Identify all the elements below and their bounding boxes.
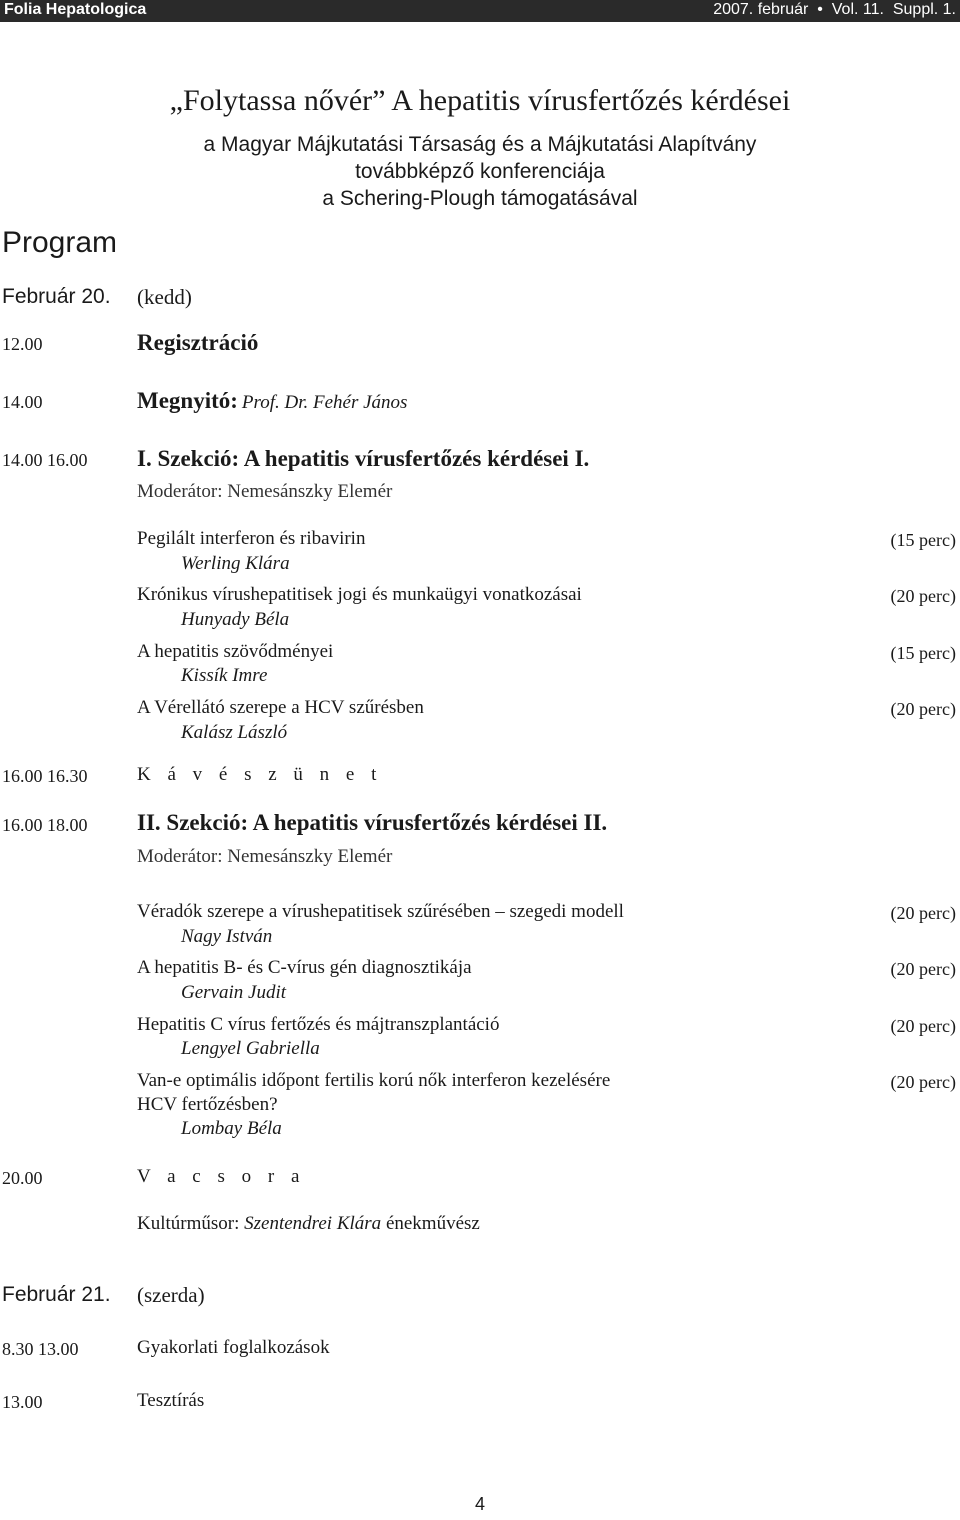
performer-name: Szentendrei Klára	[244, 1213, 382, 1234]
talk-title-continued: HCV fertőzésben?	[137, 1094, 278, 1115]
conference-subtitle-2: továbbképző konferenciája	[355, 160, 605, 183]
talk-title: A Vérellátó szerepe a HCV szűrésben	[137, 697, 424, 718]
issue-info: 2007. február • Vol. 11. Suppl. 1.	[713, 1, 956, 18]
cultural-program	[137, 1213, 480, 1235]
talk-speaker: Gervain Judit	[181, 982, 287, 1003]
opening-line	[137, 388, 407, 414]
talk-duration: (20 perc)	[890, 903, 956, 923]
performer-role: énekművész	[385, 1213, 480, 1234]
practical-sessions: Gyakorlati foglalkozások	[137, 1337, 330, 1358]
opening-time: 14.00	[2, 392, 43, 412]
session2-moderator: Moderátor: Nemesánszky Elemér	[137, 846, 393, 867]
session1-time: 14.00 16.00	[2, 450, 88, 470]
conference-title: „Folytassa nővér” A hepatitis vírusfertőzés kérdései	[169, 84, 791, 117]
talk-duration: (20 perc)	[890, 1016, 956, 1036]
day2-weekday: (szerda)	[137, 1283, 205, 1307]
test-time: 13.00	[2, 1392, 43, 1412]
talk-title: A hepatitis szövődményei	[137, 641, 334, 662]
journal-header-bar	[0, 0, 960, 22]
day1-date: Február 20.	[2, 285, 111, 308]
coffee-break: K á v é s z ü n e t	[137, 764, 383, 785]
journal-name: Folia Hepatologica	[4, 1, 147, 18]
talk-duration: (15 perc)	[890, 530, 956, 550]
talk-speaker: Lombay Béla	[181, 1118, 282, 1139]
talk-duration: (20 perc)	[890, 959, 956, 979]
day1-weekday: (kedd)	[137, 285, 192, 309]
session1-title: I. Szekció: A hepatitis vírusfertőzés kérdései I.	[137, 446, 590, 471]
talk-speaker: Kalász László	[181, 722, 288, 743]
talk-title: Van-e optimális időpont fertilis korú nők interferon kezelésére	[137, 1070, 611, 1091]
talk-title: Krónikus vírushepatitisek jogi és munkaügyi vonatkozásai	[137, 584, 582, 605]
registration-title: Regisztráció	[137, 330, 259, 355]
talk-title: Hepatitis C vírus fertőzés és májtranszplantáció	[137, 1014, 500, 1035]
dinner: V a c s o r a	[137, 1166, 306, 1187]
talk-title: Pegilált interferon és ribavirin	[137, 528, 366, 549]
session2-time: 16.00 18.00	[2, 815, 88, 835]
dinner-time: 20.00	[2, 1168, 43, 1188]
practical-time: 8.30 13.00	[2, 1339, 79, 1359]
conference-subtitle-1: a Magyar Májkutatási Társaság és a Májkutatási Alapítvány	[203, 133, 757, 156]
test-writing: Tesztírás	[137, 1390, 205, 1411]
talk-title: Véradók szerepe a vírushepatitisek szűrésében – szegedi modell	[137, 901, 624, 922]
talk-speaker: Nagy István	[181, 926, 273, 947]
page-number: 4	[474, 1494, 485, 1514]
talk-duration: (15 perc)	[890, 643, 956, 663]
talk-speaker: Werling Klára	[181, 553, 290, 574]
talk-duration: (20 perc)	[890, 586, 956, 606]
talk-speaker: Kissík Imre	[181, 665, 268, 686]
talk-title: A hepatitis B- és C-vírus gén diagnosztikája	[137, 957, 472, 978]
program-heading: Program	[2, 226, 118, 259]
cultural-program-label: Kultúrműsor:	[137, 1213, 240, 1234]
registration-time: 12.00	[2, 334, 43, 354]
talk-speaker: Lengyel Gabriella	[181, 1038, 320, 1059]
break-time: 16.00 16.30	[2, 766, 88, 786]
talk-duration: (20 perc)	[890, 1072, 956, 1092]
talk-speaker: Hunyady Béla	[181, 609, 290, 630]
conference-subtitle-3: a Schering-Plough támogatásával	[322, 187, 638, 210]
talk-duration: (20 perc)	[890, 699, 956, 719]
opening-title: Megnyitó:	[137, 388, 238, 413]
session1-moderator: Moderátor: Nemesánszky Elemér	[137, 481, 393, 502]
session2-title: II. Szekció: A hepatitis vírusfertőzés kérdései II.	[137, 810, 608, 835]
opening-speaker: Prof. Dr. Fehér János	[241, 392, 408, 413]
day2-date: Február 21.	[2, 1283, 111, 1306]
